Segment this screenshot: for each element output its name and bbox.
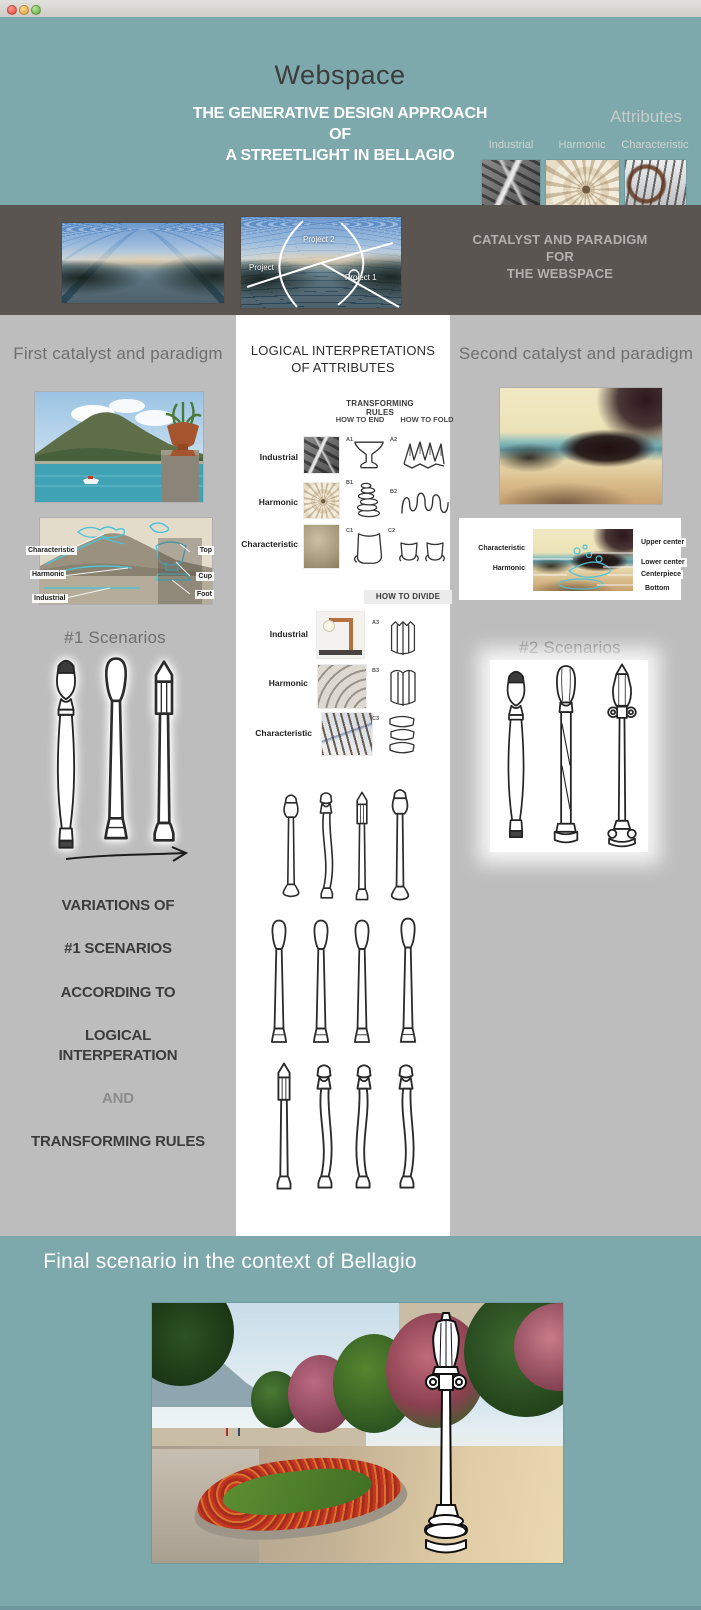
second-catalyst-photo xyxy=(500,388,662,504)
first-catalyst-photo xyxy=(35,392,203,502)
sketch-divide-harmonic xyxy=(386,666,420,708)
rule-characteristic-image xyxy=(304,525,339,568)
first-catalyst-heading: First catalyst and paradigm xyxy=(13,344,223,363)
variation-post-6 xyxy=(306,916,336,1050)
first-catalyst-annotated xyxy=(26,518,214,604)
final-post-sketch xyxy=(423,1305,469,1561)
divide-row-label-harmonic: Harmonic xyxy=(268,678,308,688)
catalyst-band xyxy=(0,205,701,315)
sketch-end-harmonic xyxy=(352,480,384,518)
variation-post-7 xyxy=(347,916,377,1050)
variation-post-12 xyxy=(392,1056,420,1196)
code-a2: A2 xyxy=(390,437,398,443)
annotation-characteristic: Characteristic xyxy=(28,547,75,554)
window-titlebar xyxy=(0,0,701,18)
annotation2-lower-center: Lower center xyxy=(641,559,685,566)
logical-interpretations-heading xyxy=(246,342,440,376)
attribute-label-characteristic: Characteristic xyxy=(621,139,689,151)
pr-person xyxy=(226,1428,228,1436)
variations-line-1: VARIATIONS OF xyxy=(61,897,175,914)
sketch-end-industrial xyxy=(352,439,386,470)
project1-label: Project 1 xyxy=(345,273,377,282)
variations-line-5: INTERPERATION xyxy=(58,1047,178,1064)
zoom-window-icon[interactable] xyxy=(31,5,41,15)
pipe-vertical xyxy=(349,618,353,650)
annotation2-centerpiece: Centerpiece xyxy=(641,571,682,578)
scenarios2-heading: #2 Scenarios xyxy=(519,638,621,657)
annotation-top: Top xyxy=(199,547,212,554)
code-a3: A3 xyxy=(372,620,380,626)
scenario1-post-3 xyxy=(144,652,184,850)
variations-line-2: #1 SCENARIOS xyxy=(64,940,172,957)
staircase-strokes xyxy=(322,713,372,755)
attribute-label-industrial: Industrial xyxy=(488,139,534,151)
variations-line-6: AND xyxy=(102,1090,134,1107)
cyan-annotations-overlay xyxy=(533,529,633,591)
annotation-harmonic: Harmonic xyxy=(32,571,65,578)
variation-post-9 xyxy=(270,1056,298,1196)
code-c2: C2 xyxy=(388,528,396,534)
code-b1: B1 xyxy=(346,480,354,486)
variation-post-11 xyxy=(350,1056,378,1196)
code-b2: B2 xyxy=(390,489,398,495)
second-catalyst-annotated xyxy=(459,518,685,600)
c-heading-line1: LOGICAL INTERPRETATIONS xyxy=(250,343,436,358)
scenario2-post-3 xyxy=(602,662,642,850)
scenario2-post-2 xyxy=(546,662,586,848)
rule-harmonic-image xyxy=(304,483,339,518)
sketch-end-characteristic xyxy=(352,530,386,568)
scenario2-post-1 xyxy=(496,664,536,848)
scenario1-post-2 xyxy=(96,652,136,850)
subtitle-line-3: A STREETLIGHT IN BELLAGIO xyxy=(225,147,455,164)
final-scenario-heading: Final scenario in the context of Bellagio xyxy=(43,1250,417,1273)
project2-label: Project 2 xyxy=(303,235,335,244)
code-c1: C1 xyxy=(346,528,354,534)
annotation2-bottom: Bottom xyxy=(645,585,670,592)
sketch-divide-characteristic xyxy=(386,714,418,754)
annotation2-upper-center: Upper center xyxy=(641,539,685,546)
rule-row-label-harmonic: Harmonic xyxy=(258,497,298,507)
page-subtitle xyxy=(130,103,550,166)
sketch-fold-characteristic xyxy=(398,538,448,566)
code-a1: A1 xyxy=(346,437,354,443)
close-window-icon[interactable] xyxy=(7,5,17,15)
divide-harmonic-image xyxy=(318,665,366,708)
rule-row-label-industrial: Industrial xyxy=(259,452,298,462)
catalyst-caption-line3: THE WEBSPACE xyxy=(506,266,614,281)
page-title: Webspace xyxy=(274,60,406,90)
annotation-industrial: Industrial xyxy=(34,595,66,602)
rule-industrial-image xyxy=(304,437,339,473)
variation-post-10 xyxy=(310,1056,338,1196)
lake-photo xyxy=(62,223,224,303)
sketch-divide-industrial xyxy=(386,618,420,658)
how-to-end-label: HOW TO END xyxy=(335,415,385,424)
minimize-window-icon[interactable] xyxy=(19,5,29,15)
annotation2-harmonic: Harmonic xyxy=(461,564,527,573)
second-catalyst-heading: Second catalyst and paradigm xyxy=(458,344,694,363)
rule-row-label-characteristic: Characteristic xyxy=(241,539,298,549)
second-catalyst-mini-photo xyxy=(533,529,633,591)
how-to-divide-label: HOW TO DIVIDE xyxy=(364,590,452,604)
divide-row-label-characteristic: Characteristic xyxy=(255,728,312,738)
code-b3: B3 xyxy=(372,668,380,674)
bulb xyxy=(323,620,335,632)
variations-line-3: ACCORDING TO xyxy=(60,984,176,1001)
subtitle-line-2: OF xyxy=(329,126,351,143)
pr-person2 xyxy=(238,1428,240,1436)
variation-post-1 xyxy=(279,782,303,910)
scenarios2-panel xyxy=(490,660,648,852)
variation-post-3 xyxy=(350,782,374,910)
bottom-edge xyxy=(0,1606,701,1610)
scenario1-post-1 xyxy=(46,652,86,850)
code-c3: C3 xyxy=(372,716,380,722)
catalyst-caption xyxy=(450,231,670,282)
variation-post-5 xyxy=(264,916,294,1050)
catalyst-caption-line2: FOR xyxy=(545,249,575,264)
variation-post-4 xyxy=(387,780,413,910)
annotation-foot: Foot xyxy=(196,591,212,598)
how-to-fold-label: HOW TO FOLD xyxy=(400,415,454,424)
final-scenario-photo xyxy=(152,1303,563,1563)
attribute-label-harmonic: Harmonic xyxy=(558,139,606,151)
subtitle-line-1: THE GENERATIVE DESIGN APPROACH xyxy=(192,105,488,122)
sketch-fold-industrial xyxy=(402,438,446,470)
transforming-rules-label: TRANSFORMING RULES xyxy=(346,399,414,417)
annotation2-characteristic: Characteristic xyxy=(461,544,527,553)
lamp-base xyxy=(319,650,362,655)
scenarios1-heading: #1 Scenarios xyxy=(64,628,166,647)
catalyst-caption-line1: CATALYST AND PARADIGM xyxy=(472,232,648,247)
variations-line-4: LOGICAL xyxy=(84,1027,152,1044)
arrow-icon xyxy=(62,845,194,867)
divide-characteristic-image xyxy=(322,713,372,755)
variation-post-2 xyxy=(314,780,338,910)
variation-post-8 xyxy=(393,914,423,1050)
lake-photo-annotated xyxy=(241,217,401,308)
divide-industrial-image xyxy=(317,612,364,658)
project-label: Project xyxy=(249,263,274,272)
sketch-fold-harmonic xyxy=(400,490,450,518)
first-catalyst-sepia-image xyxy=(40,518,212,604)
attributes-heading: Attributes xyxy=(610,107,682,126)
divide-row-label-industrial: Industrial xyxy=(269,629,308,639)
header-section xyxy=(0,17,701,205)
annotation-cup: Cup xyxy=(198,573,212,580)
variations-line-7: TRANSFORMING RULES xyxy=(31,1133,205,1150)
c-heading-line2: OF ATTRIBUTES xyxy=(291,360,395,375)
